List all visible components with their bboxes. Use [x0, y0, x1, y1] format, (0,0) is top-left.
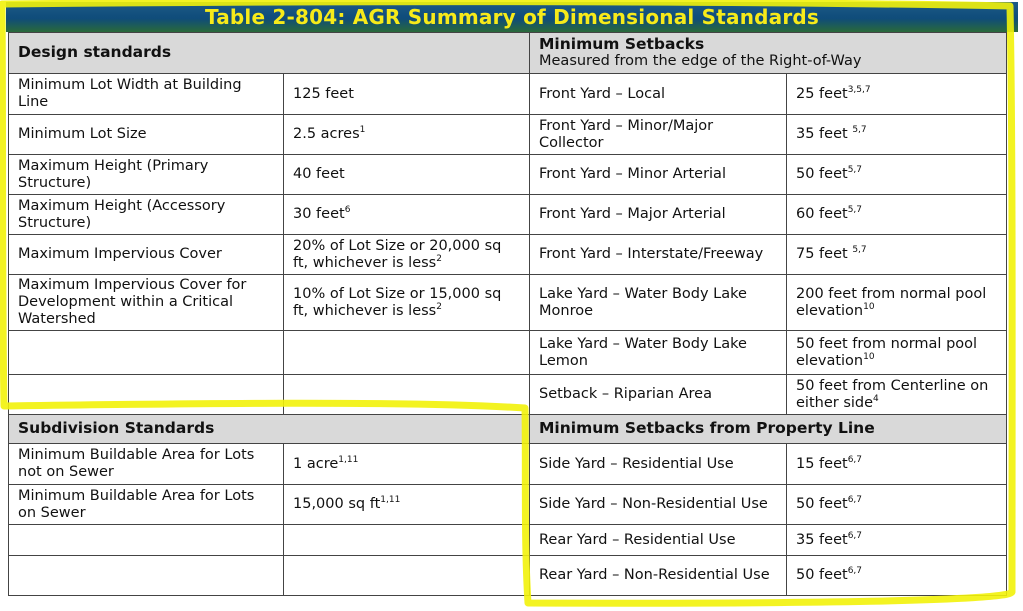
setback-value: [787, 275, 1007, 331]
row-value-footnote: 2: [436, 253, 442, 264]
row-value-text: 10% of Lot Size or 15,000 sq ft, whichever is less: [293, 285, 502, 319]
setback-label-text: Side Yard – Non-Residential Use: [539, 496, 768, 512]
setback-label-text: Front Yard – Minor/Major Collector: [539, 117, 714, 151]
design-standards-header-label: Design standards: [18, 43, 172, 61]
table-row: [9, 485, 1007, 525]
setback-label-text: Side Yard – Residential Use: [539, 455, 734, 472]
setback-value-footnote: 5,7: [847, 165, 863, 176]
setback-value-text: 50 feet: [796, 496, 848, 512]
table-row: [9, 115, 1007, 155]
setback-label-text: Lake Yard – Water Body Lake Lemon: [539, 335, 747, 369]
row-value: [284, 115, 530, 155]
setback-label-text: Rear Yard – Residential Use: [539, 531, 736, 548]
row-label-text: Minimum Lot Size: [18, 126, 147, 142]
setback-value-footnote: 10: [863, 351, 875, 362]
setback-label: [530, 331, 787, 375]
subheader-row: [9, 415, 1007, 444]
row-value: [284, 275, 530, 331]
row-value: [284, 444, 530, 485]
setback-value-text: 35 feet: [796, 531, 848, 548]
setback-label-text: Front Yard – Local: [539, 85, 665, 102]
setback-label: [530, 375, 787, 415]
row-label-text: Maximum Impervious Cover for Development within a Critical Watershed: [18, 277, 247, 327]
row-label: [9, 195, 284, 235]
setback-value-text: 50 feet: [796, 166, 848, 182]
setback-value-text: 50 feet from Centerline on either side: [796, 377, 989, 411]
row-label: [9, 485, 284, 525]
setback-label-text: Lake Yard – Water Body Lake Monroe: [539, 285, 747, 319]
table-row: [9, 155, 1007, 195]
table-row: [9, 375, 1007, 415]
table-body: [9, 33, 1007, 596]
setback-value: [787, 375, 1007, 415]
row-label: [9, 275, 284, 331]
row-value-text: 15,000 sq ft: [293, 496, 381, 512]
row-value: [284, 155, 530, 195]
setback-label: [530, 485, 787, 525]
row-value-footnote: 6: [344, 205, 351, 216]
row-label: [9, 155, 284, 195]
setback-label-text: Setback – Riparian Area: [539, 386, 712, 402]
setback-value-footnote: 5,7: [847, 205, 863, 216]
row-value: [284, 331, 530, 375]
row-value-text: 125 feet: [293, 85, 354, 102]
setback-value-footnote: 6,7: [847, 495, 863, 506]
header-row: [9, 33, 1007, 74]
row-label-text: Minimum Buildable Area for Lots not on Sewer: [18, 447, 255, 480]
setback-label: [530, 444, 787, 485]
table-row: [9, 275, 1007, 331]
row-label: [9, 235, 284, 275]
table-title-bar: [6, 2, 1018, 32]
setback-value: [787, 444, 1007, 485]
row-value-text: 2.5 acres: [293, 126, 360, 142]
setback-value: [787, 115, 1007, 155]
row-label-text: Minimum Buildable Area for Lots on Sewer: [18, 487, 255, 521]
minimum-setbacks-header-label: Minimum Setbacks: [539, 35, 705, 53]
setback-label: [530, 556, 787, 596]
row-label-text: Minimum Lot Width at Building Line: [18, 77, 242, 110]
table-title: Table 2-804: AGR Summary of Dimensional Standards: [204, 5, 820, 29]
row-label: [9, 74, 284, 115]
table-row: [9, 556, 1007, 596]
setback-value-text: 50 feet: [796, 567, 848, 583]
row-value: [284, 485, 530, 525]
setback-label-text: Front Yard – Minor Arterial: [539, 166, 726, 182]
row-value-footnote: 1: [359, 125, 366, 136]
row-value: [284, 235, 530, 275]
row-value-text: 30 feet: [293, 206, 345, 222]
setback-value-footnote: 4: [873, 393, 879, 404]
subdivision-standards-header: [9, 415, 530, 444]
setback-label: [530, 235, 787, 275]
minimum-setbacks-subheader: Measured from the edge of the Right-of-Way: [539, 53, 862, 69]
row-value-text: 40 feet: [293, 166, 345, 182]
setback-value-text: 25 feet: [796, 85, 848, 102]
setback-value-text: 35 feet: [796, 126, 853, 142]
table-row: [9, 235, 1007, 275]
row-value-text: 1 acre: [293, 455, 339, 472]
setback-value-footnote: 5,7: [852, 245, 867, 256]
row-label-text: Maximum Impervious Cover: [18, 246, 222, 262]
setback-label: [530, 525, 787, 556]
row-value-footnote: 1,11: [338, 454, 359, 465]
row-label: [9, 375, 284, 415]
row-value-footnote: 2: [436, 301, 442, 312]
setback-label: [530, 195, 787, 235]
setback-value-text: 15 feet: [796, 455, 848, 472]
minimum-setbacks-header: [530, 33, 1007, 74]
setback-value: [787, 525, 1007, 556]
table-row: [9, 525, 1007, 556]
setback-value-footnote: 5,7: [852, 125, 867, 136]
row-value-footnote: 1,11: [380, 495, 401, 506]
property-line-setbacks-header-label: Minimum Setbacks from Property Line: [539, 419, 875, 437]
setback-value-text: 200 feet from normal pool elevation: [796, 285, 987, 319]
property-line-setbacks-header: [530, 415, 1007, 444]
setback-value-footnote: 6,7: [847, 530, 863, 541]
setback-value: [787, 195, 1007, 235]
setback-value: [787, 556, 1007, 596]
design-standards-header: [9, 33, 530, 74]
setback-value: [787, 331, 1007, 375]
row-label-text: Maximum Height (Primary Structure): [18, 157, 209, 191]
setback-value-footnote: 6,7: [847, 566, 863, 577]
setback-value-text: 75 feet: [796, 246, 853, 262]
row-value: [284, 74, 530, 115]
setback-label: [530, 275, 787, 331]
table-row: [9, 331, 1007, 375]
row-value: [284, 195, 530, 235]
table-row: [9, 444, 1007, 485]
setback-value: [787, 485, 1007, 525]
setback-value-text: 50 feet from normal pool elevation: [796, 335, 978, 369]
setback-label-text: Front Yard – Interstate/Freeway: [539, 246, 764, 262]
setback-label: [530, 115, 787, 155]
setback-label-text: Front Yard – Major Arterial: [539, 206, 726, 222]
table-row: [9, 195, 1007, 235]
subdivision-standards-header-label: Subdivision Standards: [18, 419, 215, 437]
setback-value: [787, 155, 1007, 195]
row-value: [284, 375, 530, 415]
setback-value: [787, 235, 1007, 275]
setback-label-text: Rear Yard – Non-Residential Use: [539, 567, 770, 583]
setback-value-footnote: 6,7: [847, 454, 863, 465]
setback-label: [530, 74, 787, 115]
row-label: [9, 556, 284, 596]
setback-label: [530, 155, 787, 195]
row-label: [9, 115, 284, 155]
row-label: [9, 444, 284, 485]
setback-value-text: 60 feet: [796, 206, 848, 222]
setback-value-footnote: 3,5,7: [847, 84, 871, 95]
row-label: [9, 525, 284, 556]
setback-value: [787, 74, 1007, 115]
row-label: [9, 331, 284, 375]
setback-value-footnote: 10: [863, 301, 875, 312]
row-value-text: 20% of Lot Size or 20,000 sq ft, whichever is less: [293, 237, 502, 271]
row-value: [284, 556, 530, 596]
dimensional-standards-table: [8, 32, 1007, 596]
row-label-text: Maximum Height (Accessory Structure): [18, 197, 226, 231]
row-value: [284, 525, 530, 556]
table-row: [9, 74, 1007, 115]
